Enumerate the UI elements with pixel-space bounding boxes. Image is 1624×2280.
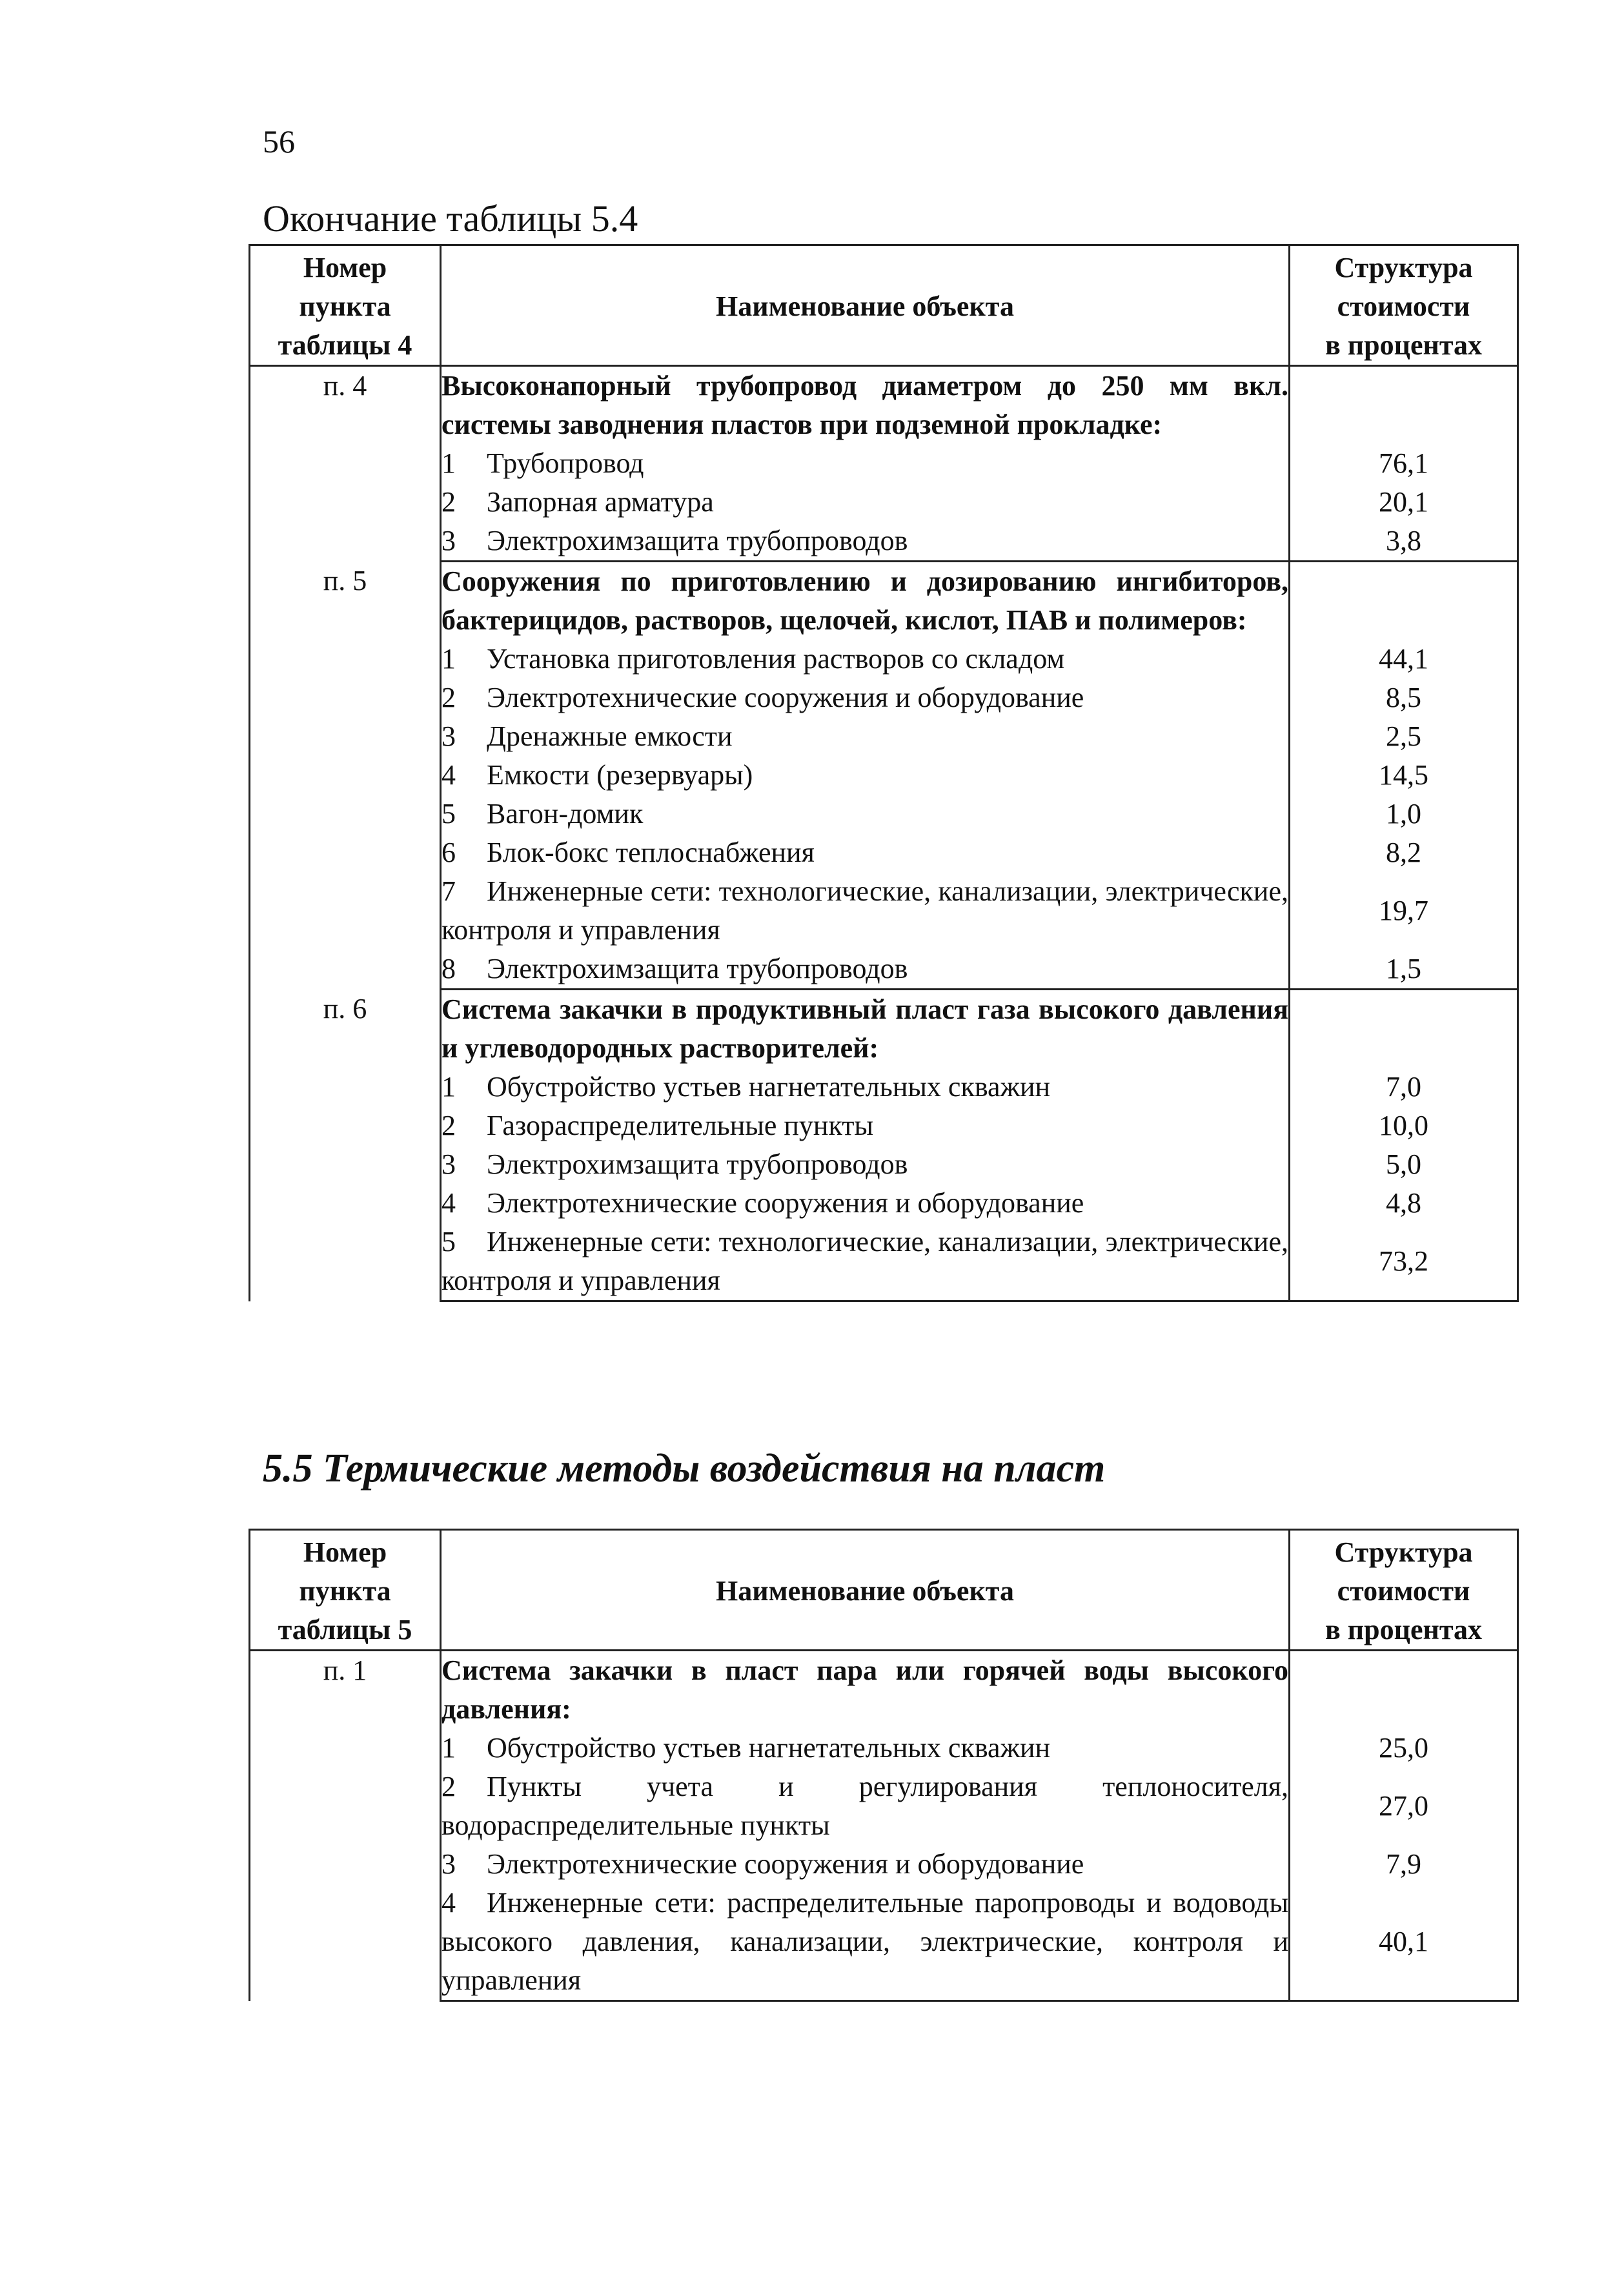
component-cell — [441, 756, 1290, 795]
component-index: 5 — [442, 798, 456, 830]
component-cell — [441, 483, 1290, 522]
cost-percent: 4,8 — [1290, 1184, 1518, 1223]
component-cell — [441, 444, 1290, 483]
header-line: в процентах — [1325, 1614, 1482, 1645]
group-title: Высоконапорный трубопровод диаметром до 250 мм вкл. системы заводнения пластов при подземной прокладке: — [441, 366, 1290, 445]
cost-percent: 19,7 — [1290, 872, 1518, 950]
empty-value-cell — [1290, 1651, 1518, 1729]
group-title: Сооружения по приготовлению и дозированию ингибиторов, бактерицидов, растворов, щелочей, кислот, ПАВ и полимеров: — [441, 562, 1290, 640]
component-index: 1 — [442, 1071, 456, 1103]
component-index: 2 — [442, 1110, 456, 1141]
component-name: Дренажные емкости — [487, 720, 733, 752]
component-index: 3 — [442, 720, 456, 752]
item-number: п. 1 — [250, 1651, 441, 2001]
component-name: Инженерные сети: технологические, канализации, электрические, контроля и управления — [442, 875, 1288, 946]
header-row — [250, 245, 1518, 366]
cost-percent: 14,5 — [1290, 756, 1518, 795]
component-name: Пункты учета и регулирования теплоносителя, водораспределительные пункты — [442, 1771, 1288, 1841]
header-line: Номер — [303, 1536, 387, 1568]
cost-percent: 7,9 — [1290, 1845, 1518, 1884]
header-line: стоимости — [1337, 1575, 1470, 1607]
header-line: Структура — [1334, 1536, 1473, 1568]
item-number: п. 6 — [250, 990, 441, 1301]
table-body — [250, 366, 1518, 1301]
group-title-row — [250, 990, 1518, 1068]
header-item-number — [250, 1530, 441, 1651]
cost-percent: 44,1 — [1290, 640, 1518, 678]
component-cell — [441, 1729, 1290, 1767]
group-title-row — [250, 562, 1518, 640]
header-cost-structure — [1290, 245, 1518, 366]
cost-percent: 27,0 — [1290, 1767, 1518, 1845]
group-title: Система закачки в продуктивный пласт газа высокого давления и углеводородных растворителей: — [441, 990, 1290, 1068]
header-line: таблицы 4 — [278, 329, 412, 361]
header-line: Номер — [303, 252, 387, 283]
cost-percent: 8,5 — [1290, 678, 1518, 717]
component-name: Вагон-домик — [487, 798, 644, 830]
component-cell — [441, 1223, 1290, 1301]
component-index: 4 — [442, 1187, 456, 1219]
component-name: Электротехнические сооружения и оборудование — [487, 682, 1084, 713]
component-index: 4 — [442, 1887, 456, 1919]
component-cell — [441, 872, 1290, 950]
component-name: Трубопровод — [487, 447, 644, 479]
component-name: Емкости (резервуары) — [487, 759, 753, 791]
header-line: пункта — [299, 290, 391, 322]
component-index: 8 — [442, 953, 456, 984]
component-name: Инженерные сети: технологические, канализации, электрические, контроля и управления — [442, 1226, 1288, 1296]
component-name: Электрохимзащита трубопроводов — [487, 1148, 908, 1180]
component-name: Газораспределительные пункты — [487, 1110, 874, 1141]
component-name: Обустройство устьев нагнетательных скважин — [487, 1071, 1051, 1103]
component-cell — [441, 678, 1290, 717]
component-index: 3 — [442, 1148, 456, 1180]
component-index: 6 — [442, 837, 456, 868]
component-index: 1 — [442, 447, 456, 479]
header-line: в процентах — [1325, 329, 1482, 361]
cost-percent: 5,0 — [1290, 1145, 1518, 1184]
cost-percent: 8,2 — [1290, 833, 1518, 872]
page-number: 56 — [263, 123, 295, 159]
component-cell — [441, 1068, 1290, 1106]
component-cell — [441, 1884, 1290, 2001]
header-item-number — [250, 245, 441, 366]
cost-percent: 7,0 — [1290, 1068, 1518, 1106]
component-cell — [441, 1106, 1290, 1145]
component-name: Запорная арматура — [487, 486, 714, 518]
component-cell — [441, 640, 1290, 678]
item-number: п. 5 — [250, 562, 441, 990]
cost-percent: 25,0 — [1290, 1729, 1518, 1767]
header-line: стоимости — [1337, 290, 1470, 322]
component-name: Электрохимзащита трубопроводов — [487, 525, 908, 556]
header-object-name: Наименование объекта — [441, 1530, 1290, 1651]
cost-percent: 10,0 — [1290, 1106, 1518, 1145]
item-number: п. 4 — [250, 366, 441, 562]
component-cell — [441, 833, 1290, 872]
cost-percent: 1,5 — [1290, 950, 1518, 990]
empty-value-cell — [1290, 990, 1518, 1068]
header-line: таблицы 5 — [278, 1614, 412, 1645]
empty-value-cell — [1290, 562, 1518, 640]
component-name: Обустройство устьев нагнетательных скважин — [487, 1732, 1051, 1764]
component-index: 1 — [442, 643, 456, 675]
component-index: 2 — [442, 682, 456, 713]
component-cell — [441, 1145, 1290, 1184]
group-title: Система закачки в пласт пара или горячей воды высокого давления: — [441, 1651, 1290, 1729]
component-name: Установка приготовления растворов со складом — [487, 643, 1065, 675]
cost-percent: 20,1 — [1290, 483, 1518, 522]
component-cell — [441, 795, 1290, 833]
component-name: Электротехнические сооружения и оборудование — [487, 1187, 1084, 1219]
header-cost-structure — [1290, 1530, 1518, 1651]
component-cell — [441, 1845, 1290, 1884]
cost-percent: 2,5 — [1290, 717, 1518, 756]
component-cell — [441, 1767, 1290, 1845]
cost-structure-table-5-4 — [249, 244, 1519, 1302]
component-cell — [441, 1184, 1290, 1223]
header-line: Структура — [1334, 252, 1473, 283]
cost-percent: 73,2 — [1290, 1223, 1518, 1301]
component-cell — [441, 950, 1290, 990]
component-name: Блок-бокс теплоснабжения — [487, 837, 815, 868]
component-cell — [441, 522, 1290, 562]
table-body — [250, 1651, 1518, 2001]
component-index: 4 — [442, 759, 456, 791]
component-name: Электрохимзащита трубопроводов — [487, 953, 908, 984]
component-index: 1 — [442, 1732, 456, 1764]
component-index: 2 — [442, 486, 456, 518]
component-cell — [441, 717, 1290, 756]
cost-percent: 1,0 — [1290, 795, 1518, 833]
cost-percent: 3,8 — [1290, 522, 1518, 562]
header-object-name: Наименование объекта — [441, 245, 1290, 366]
group-title-row — [250, 1651, 1518, 1729]
cost-percent: 40,1 — [1290, 1884, 1518, 2001]
component-name: Инженерные сети: распределительные паропроводы и водоводы высокого давления, канализации, электрические, контроля и управления — [442, 1887, 1288, 1996]
header-line: пункта — [299, 1575, 391, 1607]
header-row — [250, 1530, 1518, 1651]
empty-value-cell — [1290, 366, 1518, 445]
component-index: 2 — [442, 1771, 456, 1802]
component-index: 3 — [442, 525, 456, 556]
cost-structure-table-5-5 — [249, 1529, 1519, 2002]
cost-percent: 76,1 — [1290, 444, 1518, 483]
table-caption: Окончание таблицы 5.4 — [263, 198, 638, 239]
component-name: Электротехнические сооружения и оборудование — [487, 1848, 1084, 1880]
group-title-row — [250, 366, 1518, 445]
component-index: 3 — [442, 1848, 456, 1880]
component-index: 7 — [442, 875, 456, 907]
component-index: 5 — [442, 1226, 456, 1257]
section-heading: 5.5 Термические методы воздействия на пласт — [263, 1447, 1106, 1491]
